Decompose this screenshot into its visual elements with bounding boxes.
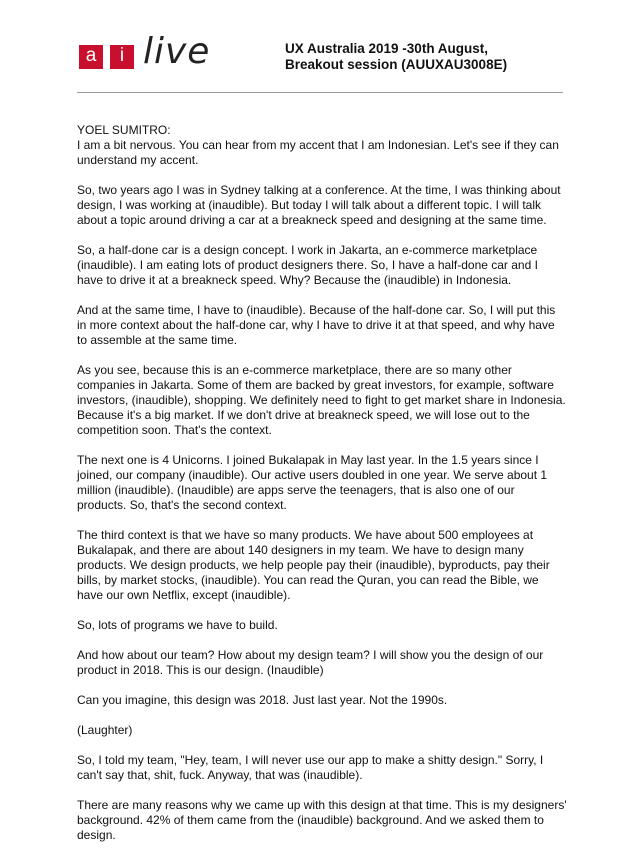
transcript-paragraph: (Laughter) [77,723,133,737]
transcript-paragraph: The third context is that we have so many products. We have about 500 employees at Bukalapak, and there are about 140 designers in my team. We have to design many products. We design products, we help people pay their (inaudible), byproducts, pay their bills, by market stocks, (inaudible). You can read the Quran, you can read the Bible, we have our own Netflix, except (inaudible). [77,528,550,602]
transcript-paragraph: And at the same time, I have to (inaudible). Because of the half-done car. So, I will put this in more context about the half-done car, why I have to drive it at that speed, and why have to assemble at the same time. [77,303,556,347]
event-title-line2: Breakout session (AUUXAU3008E) [285,57,508,72]
logo-live-word: live [143,31,211,72]
transcript-paragraph: So, I told my team, "Hey, team, I will never use our app to make a shitty design." Sorry, I can't say that, shit, fuck. Anyway, that was (inaudible). [77,753,544,782]
transcript-paragraph: So, lots of programs we have to build. [77,618,278,632]
transcript-paragraph: The next one is 4 Unicorns. I joined Bukalapak in May last year. In the 1.5 years since I joined, our company (inaudible). Our active users doubled in one year. We serve about 1 million (inaudible). (Inaudible) are apps serve the teenagers, that is also one of our products. So, that's the second context. [77,453,548,512]
transcript-paragraph: So, a half-done car is a design concept. I work in Jakarta, an e-commerce marketplace (inaudible). I am eating lots of product designers there. So, I have a half-done car and I have to drive it at a breakneck speed. Why? Because the (inaudible) in Indonesia. [77,243,538,287]
transcript-paragraph: I am a bit nervous. You can hear from my accent that I am Indonesian. Let's see if they can understand my accent. [77,138,559,167]
transcript-paragraph: As you see, because this is an e-commerce marketplace, there are so many other companies in Jakarta. Some of them are backed by great investors, for example, software investors, (inaudible), shopping. We definitely need to fight to get market share in Indonesia. Because it's a big market. If we don't drive at breakneck speed, we will lose out to the competition soon. That's the context. [77,363,566,437]
speaker-name: YOEL SUMITRO: [77,123,171,137]
transcript-paragraph: There are many reasons why we came up with this design at that time. This is my designers' background. 42% of them came from the (inaudible) background. And we asked them to design. [77,798,567,842]
logo-box-i: i [110,45,134,69]
page-header [0,0,640,100]
event-title [285,41,507,73]
transcript-paragraph: Can you imagine, this design was 2018. Just last year. Not the 1990s. [77,693,448,707]
transcript-body [77,123,567,858]
header-divider [77,92,563,93]
transcript-paragraph: So, two years ago I was in Sydney talking at a conference. At the time, I was thinking about design, I was working at (inaudible). But today I will talk about a different topic. I will talk about a topic around driving a car at a breakneck speed and designing at the same time. [77,183,561,227]
logo-box-a: a [79,45,103,69]
event-title-line1: UX Australia 2019 -30th August, [285,41,489,56]
transcript-paragraph: And how about our team? How about my design team? I will show you the design of our product in 2018. This is our design. (Inaudible) [77,648,544,677]
